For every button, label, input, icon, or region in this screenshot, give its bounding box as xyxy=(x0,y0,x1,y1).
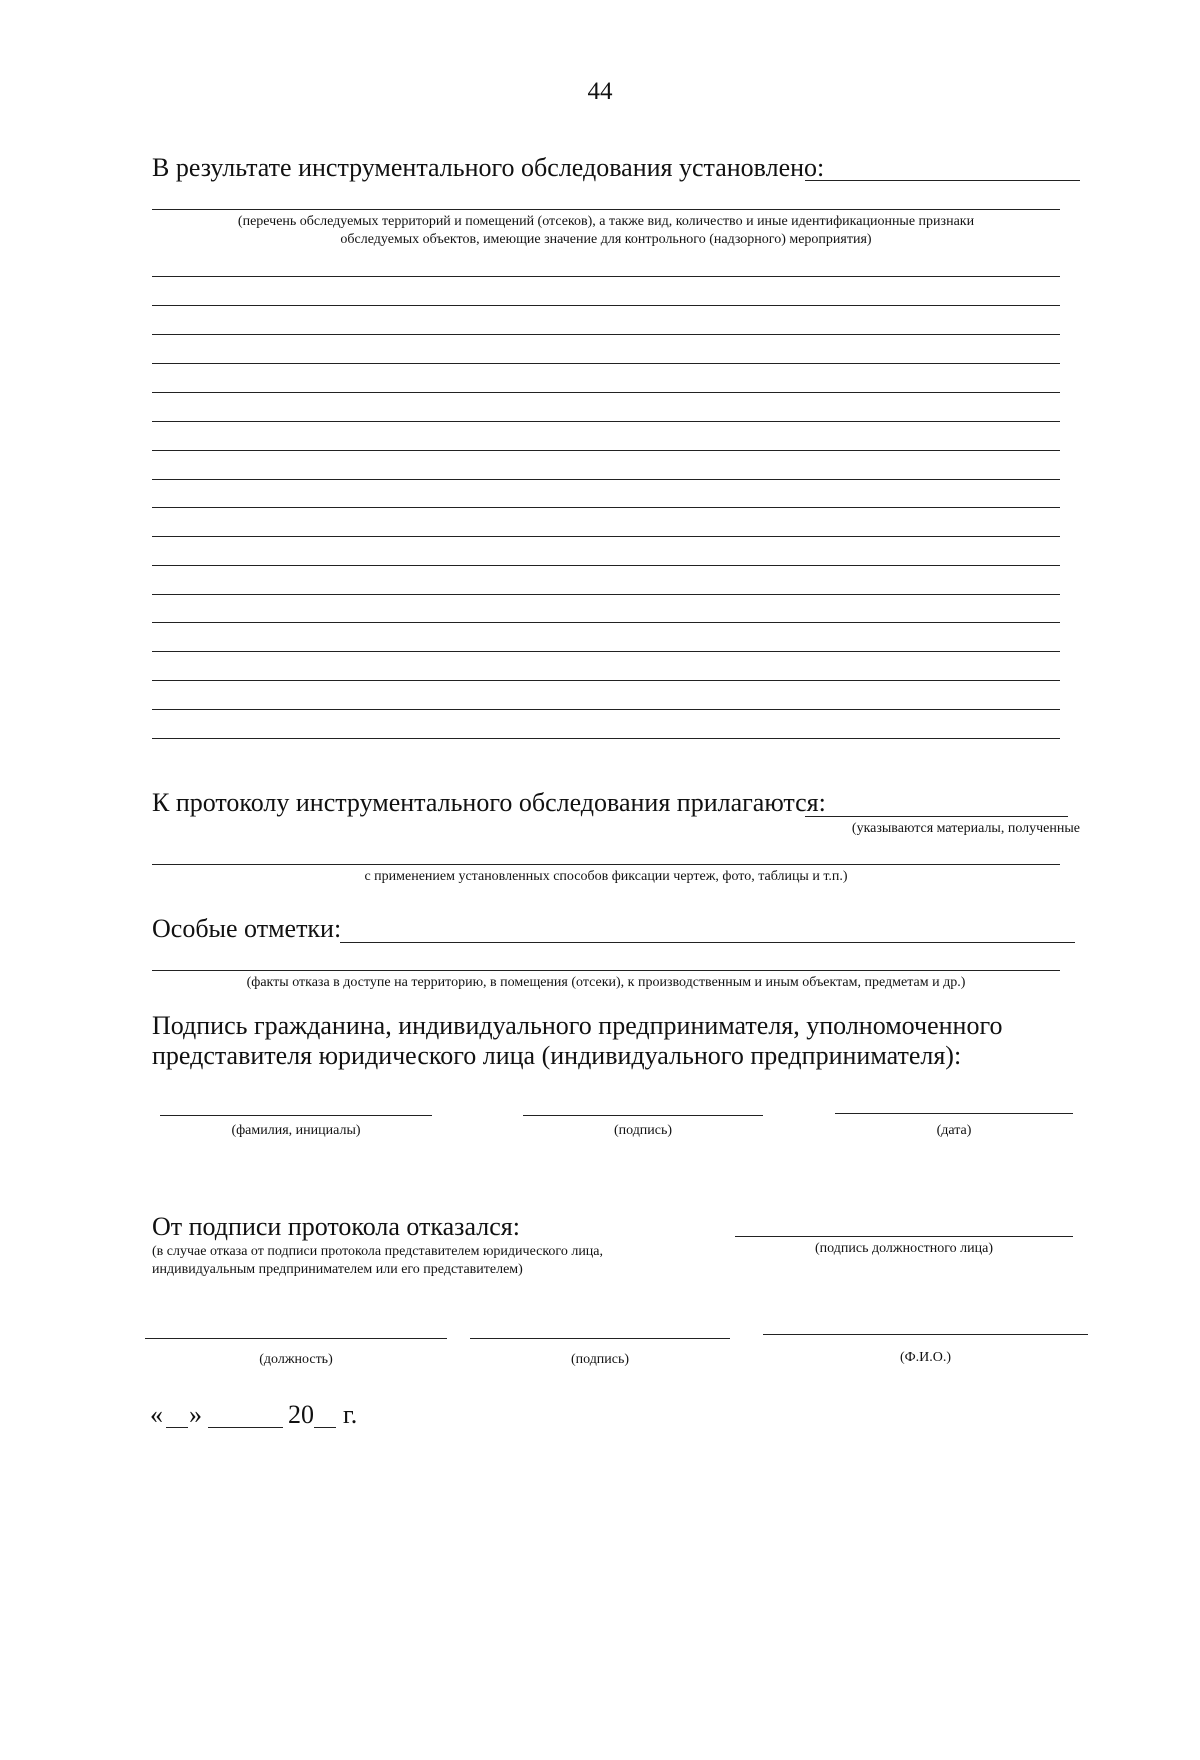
survey-line[interactable] xyxy=(152,363,1060,364)
refusal-note-line1: (в случае отказа от подписи протокола представителем юридического лица, xyxy=(152,1244,604,1259)
survey-line[interactable] xyxy=(152,594,1060,595)
survey-line[interactable] xyxy=(152,536,1060,537)
special-second-line[interactable] xyxy=(152,970,1060,971)
survey-line[interactable] xyxy=(152,334,1060,335)
refusal-official-sign-label: (подпись должностного лица) xyxy=(815,1241,993,1256)
signature-sign-line[interactable] xyxy=(523,1115,763,1116)
survey-line[interactable] xyxy=(152,276,1060,277)
survey-line[interactable] xyxy=(152,565,1060,566)
attachments-heading: К протоколу инструментального обследования прилагаются: xyxy=(152,788,826,817)
special-hint: (факты отказа в доступе на территорию, в помещения (отсеки), к производственным и иным объектам, предметам и др.) xyxy=(246,975,966,990)
signature-name-line[interactable] xyxy=(160,1115,432,1116)
refusal-sign-label: (подпись) xyxy=(570,1352,630,1367)
survey-line[interactable] xyxy=(152,680,1060,681)
date-month-line[interactable] xyxy=(208,1427,283,1428)
refusal-fio-line[interactable] xyxy=(763,1334,1088,1335)
survey-line[interactable] xyxy=(152,507,1060,508)
survey-line[interactable] xyxy=(152,651,1060,652)
date-year-suffix: г. xyxy=(343,1400,358,1429)
survey-hint-line2: обследуемых объектов, имеющие значение для контрольного (надзорного) мероприятия) xyxy=(340,232,872,247)
special-fill-line[interactable] xyxy=(340,942,1075,943)
survey-line[interactable] xyxy=(152,738,1060,739)
refusal-heading: От подписи протокола отказался: xyxy=(152,1212,520,1241)
signature-date-label: (дата) xyxy=(936,1123,972,1138)
refusal-position-line[interactable] xyxy=(145,1338,447,1339)
date-year-line[interactable] xyxy=(314,1427,336,1428)
refusal-sign-line[interactable] xyxy=(470,1338,730,1339)
refusal-fio-label: (Ф.И.О.) xyxy=(899,1350,952,1365)
refusal-position-label: (должность) xyxy=(259,1352,333,1367)
survey-line[interactable] xyxy=(152,709,1060,710)
date-day-line[interactable] xyxy=(166,1427,188,1428)
refusal-official-sign-line[interactable] xyxy=(735,1236,1073,1237)
signature-name-label: (фамилия, инициалы) xyxy=(231,1123,361,1138)
date-close-quote: » xyxy=(189,1400,202,1429)
signature-heading-line2: представителя юридического лица (индивидуального предпринимателя): xyxy=(152,1041,962,1070)
special-heading: Особые отметки: xyxy=(152,914,342,943)
date-open-quote: « xyxy=(150,1400,163,1429)
survey-line[interactable] xyxy=(152,479,1060,480)
attachments-hint-right: (указываются материалы, полученные xyxy=(851,821,1080,836)
survey-line[interactable] xyxy=(152,450,1060,451)
page-number: 44 xyxy=(587,78,613,105)
survey-line[interactable] xyxy=(152,392,1060,393)
signature-date-line[interactable] xyxy=(835,1113,1073,1114)
attachments-second-line[interactable] xyxy=(152,864,1060,865)
signature-heading-line1: Подпись гражданина, индивидуального предпринимателя, уполномоченного xyxy=(152,1011,1003,1040)
attachments-hint-line2: с применением установленных способов фиксации чертеж, фото, таблицы и т.п.) xyxy=(364,869,848,884)
date-year-prefix: 20 xyxy=(288,1400,314,1429)
survey-hint-line1: (перечень обследуемых территорий и помещений (отсеков), а также вид, количество и иные идентификационные признаки xyxy=(237,214,975,229)
survey-line[interactable] xyxy=(152,305,1060,306)
survey-line[interactable] xyxy=(152,421,1060,422)
survey-heading-fill-line[interactable] xyxy=(805,180,1080,181)
survey-line[interactable] xyxy=(152,622,1060,623)
signature-sign-label: (подпись) xyxy=(613,1123,673,1138)
refusal-note-line2: индивидуальным предпринимателем или его представителем) xyxy=(152,1262,523,1277)
survey-first-line[interactable] xyxy=(152,209,1060,210)
attachments-fill-line[interactable] xyxy=(805,816,1068,817)
survey-heading: В результате инструментального обследования установлено: xyxy=(152,153,825,182)
